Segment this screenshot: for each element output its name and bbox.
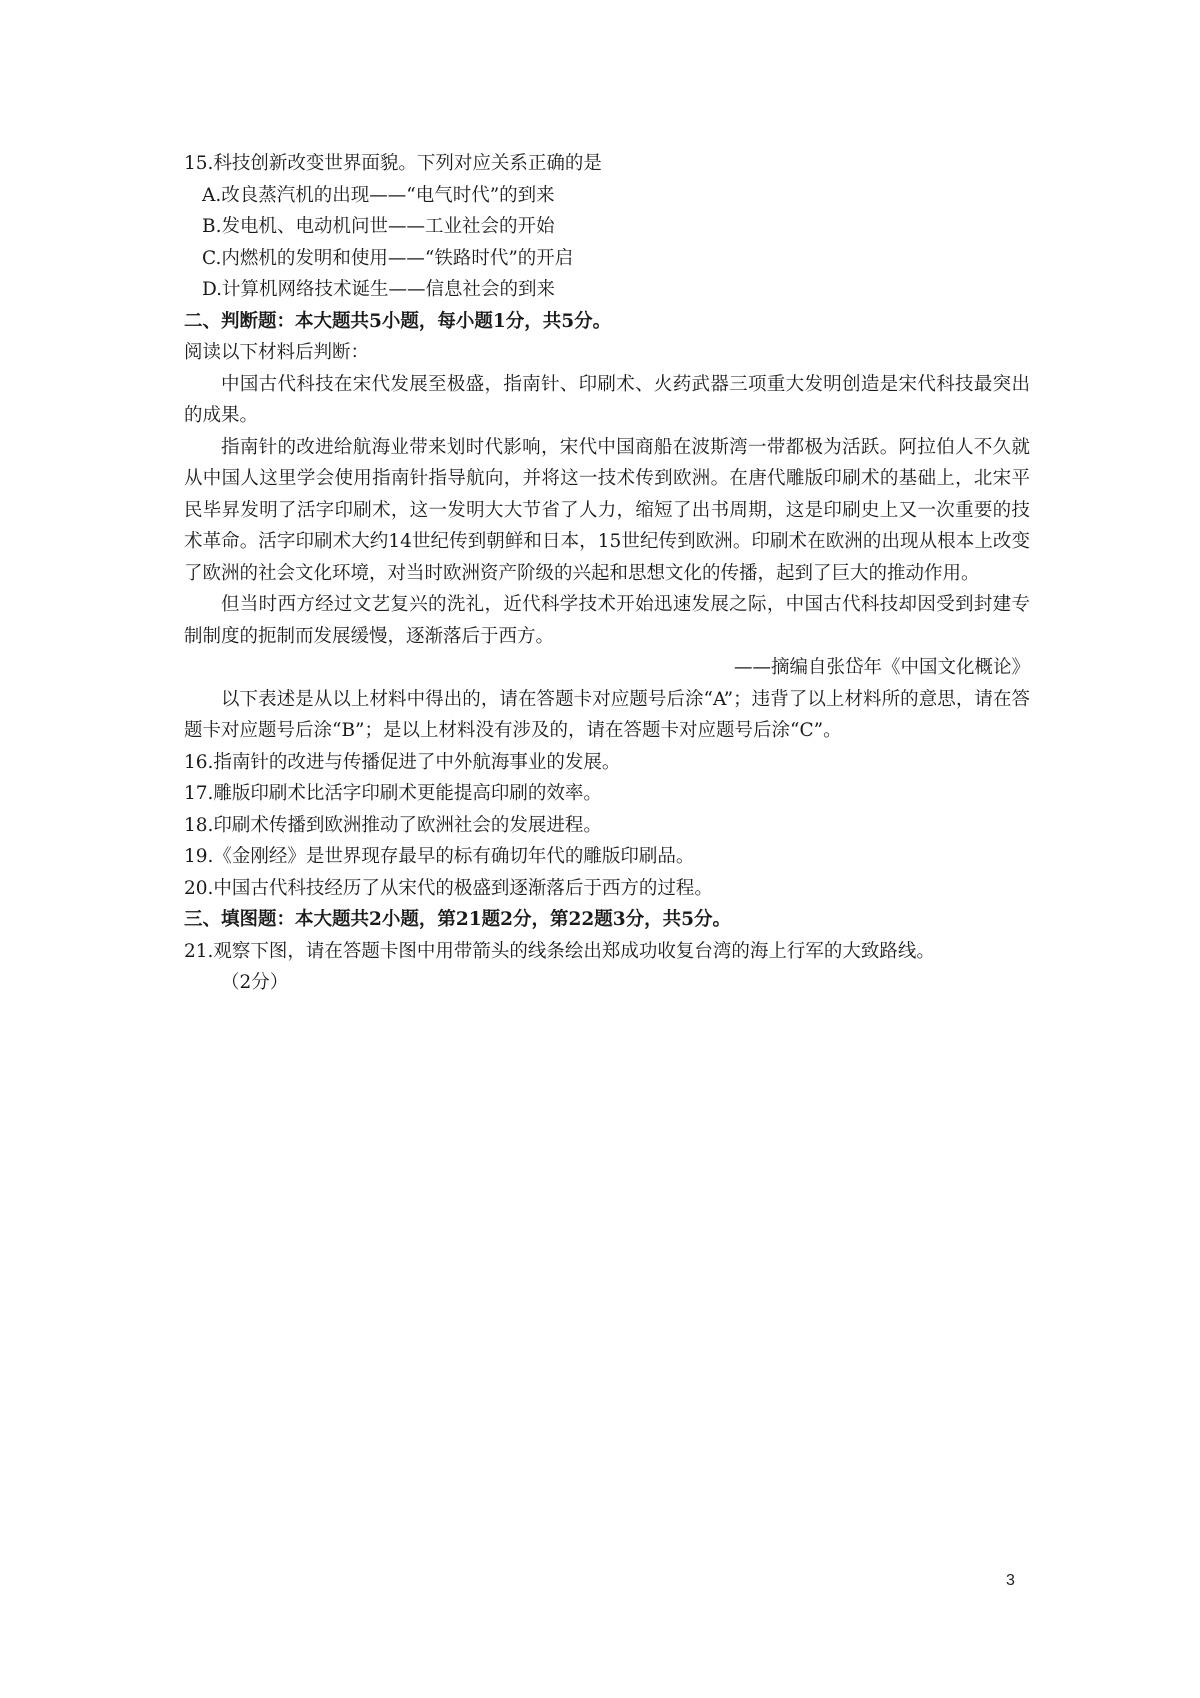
section-2-intro: 阅读以下材料后判断：	[184, 342, 370, 363]
section-3-heading: 三、填图题：本大题共2小题，第21题2分，第22题3分，共5分。	[184, 909, 731, 930]
judgement-item-17: 17.雕版印刷术比活字印刷术更能提高印刷的效率。	[184, 783, 602, 804]
judgement-item-20: 20.中国古代科技经历了从宋代的极盛到逐渐落后于西方的过程。	[184, 877, 713, 899]
question-21: 21.观察下图，请在答题卡图中用带箭头的线条绘出郑成功收复台湾的海上行军的大致路线。	[184, 940, 935, 962]
question-15-option-a: A.改良蒸汽机的出现——“电气时代”的到来	[202, 184, 555, 206]
judgement-item-16: 16.指南针的改进与传播促进了中外航海事业的发展。	[184, 751, 621, 773]
material-paragraph-1: 中国古代科技在宋代发展至极盛，指南针、印刷术、火药武器三项重大发明创造是宋代科技最突出的成果。	[184, 373, 1030, 426]
question-21-points: （2分）	[221, 972, 289, 993]
judgement-instruction: 以下表述是从以上材料中得出的，请在答题卡对应题号后涂“A”；违背了以上材料所的意思，请在答题卡对应题号后涂“B”；是以上材料没有涉及的，请在答题卡对应题号后涂“C”。	[184, 688, 1030, 741]
material-paragraph-2: 指南针的改进给航海业带来划时代影响，宋代中国商船在波斯湾一带都极为活跃。阿拉伯人不久就从中国人这里学会使用指南针指导航向，并将这一技术传到欧洲。在唐代雕版印刷术的基础上，北宋平民毕昇发明了活字印刷术，这一发明大大节省了人力，缩短了出书周期，这是印刷史上又一次重要的技术革命。活字印刷术大约14世纪传到朝鲜和日本，15世纪传到欧洲。印刷术在欧洲的出现从根本上改变了欧洲的社会文化环境，对当时欧洲资产阶级的兴起和思想文化的传播，起到了巨大的推动作用。	[184, 436, 1030, 584]
material-paragraph-3: 但当时西方经过文艺复兴的洗礼，近代科学技术开始迅速发展之际，中国古代科技却因受到封建专制制度的扼制而发展缓慢，逐渐落后于西方。	[184, 594, 1030, 647]
page-number: 3	[1006, 1572, 1015, 1589]
material-source: ——摘编自张岱年《中国文化概论》	[733, 657, 1030, 678]
section-2-heading: 二、判断题：本大题共5小题，每小题1分，共5分。	[184, 310, 612, 332]
judgement-item-18: 18.印刷术传播到欧洲推动了欧洲社会的发展进程。	[184, 814, 602, 836]
question-15-option-d: D.计算机网络技术诞生——信息社会的到来	[202, 279, 556, 300]
question-15-option-b: B.发电机、电动机问世——工业社会的开始	[202, 216, 555, 237]
question-15-option-c: C.内燃机的发明和使用——“铁路时代”的开启	[202, 247, 574, 269]
page-content	[184, 148, 1030, 999]
question-15-stem: 15.科技创新改变世界面貌。下列对应关系正确的是	[184, 153, 602, 174]
judgement-item-19: 19.《金刚经》是世界现存最早的标有确切年代的雕版印刷品。	[184, 846, 695, 867]
